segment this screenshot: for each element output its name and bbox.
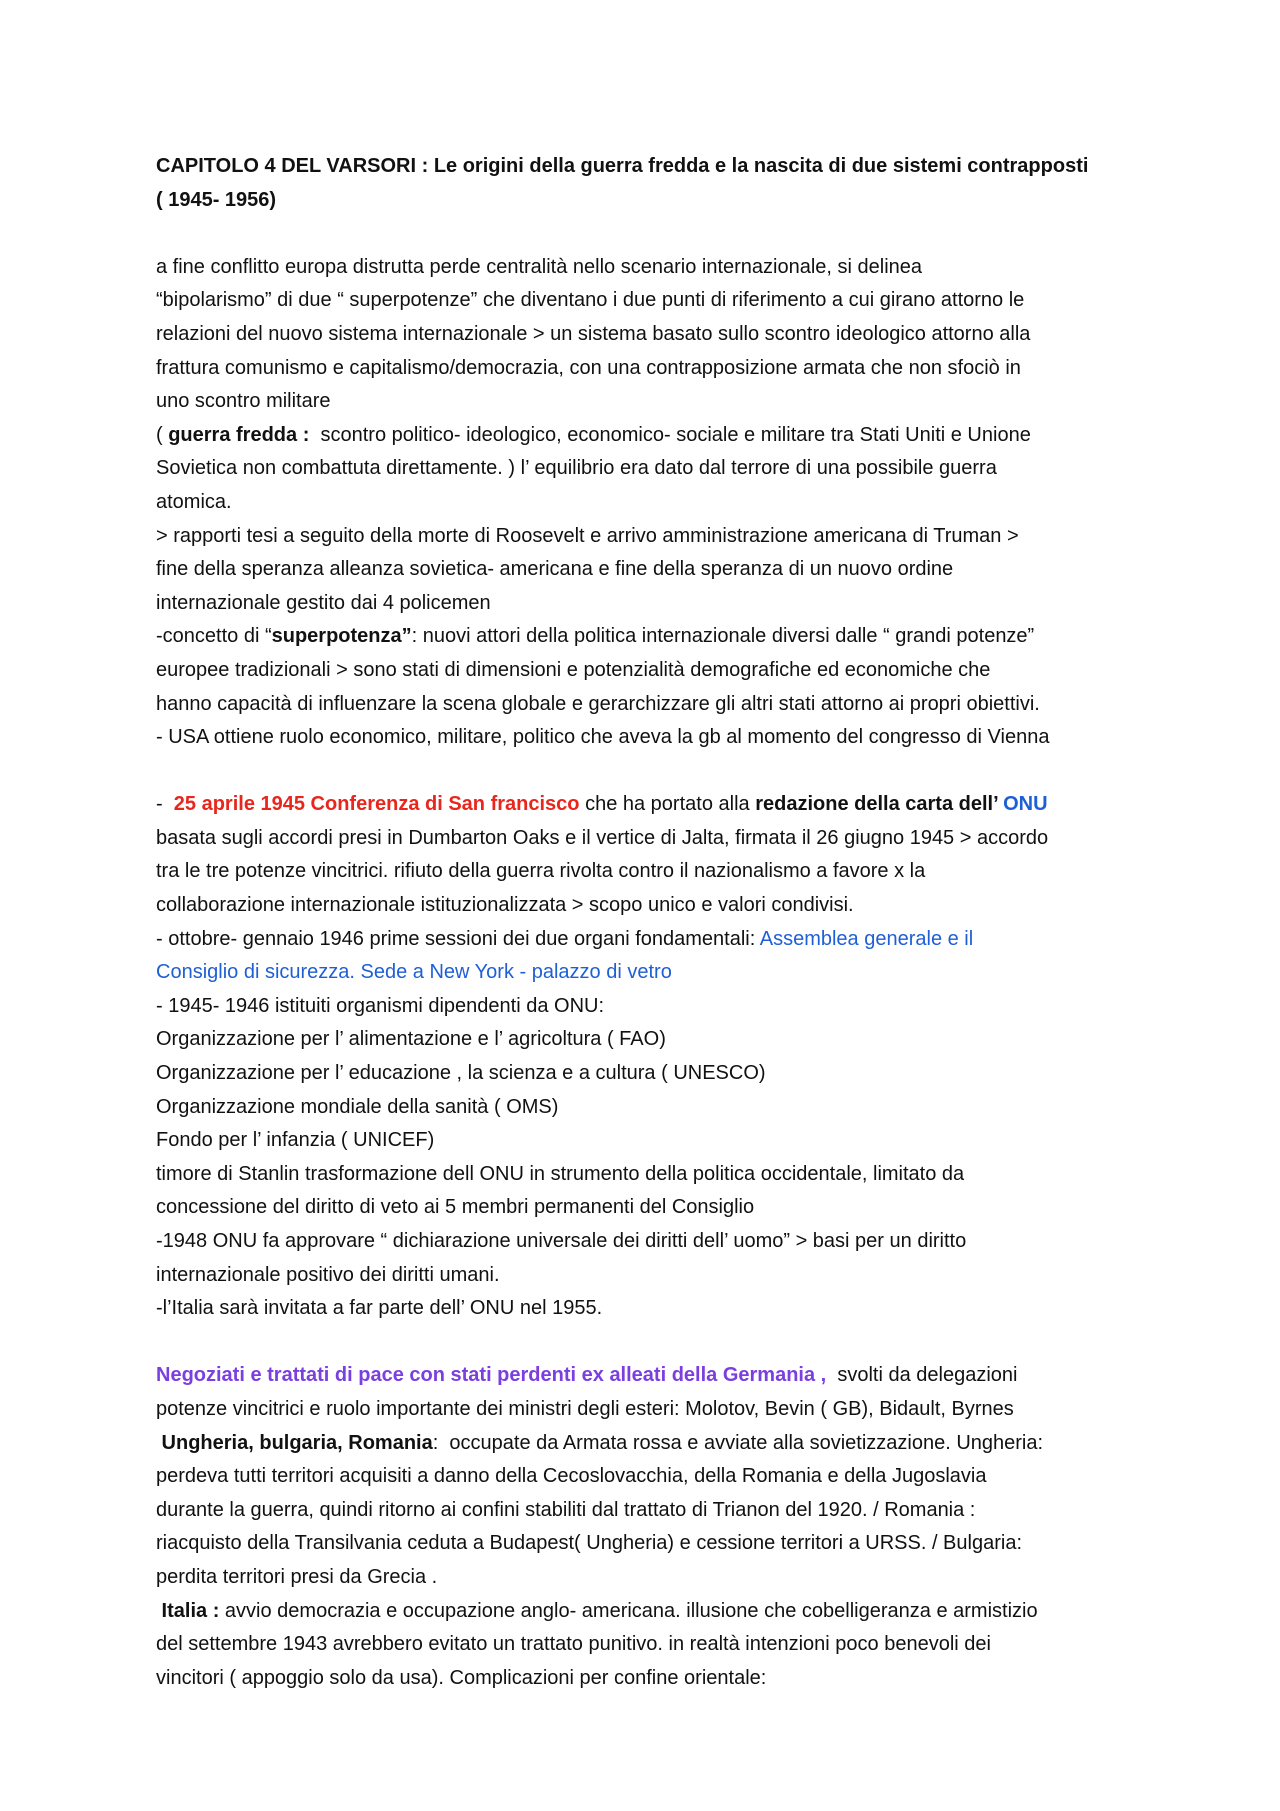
paragraph-line: frattura comunismo e capitalismo/democrazia, con una contrapposizione armata che non sfociò in — [156, 356, 1021, 379]
paragraph-line: - USA ottiene ruolo economico, militare, politico che aveva la gb al momento del congresso di Vienna — [156, 726, 1050, 749]
italia-term: Italia : — [156, 1599, 220, 1622]
paragraph-line: basata sugli accordi presi in Dumbarton Oaks e il vertice di Jalta, firmata il 26 giugno 1945 > accordo — [156, 826, 1049, 849]
text-span: : nuovi attori della politica internazionale diversi dalle “ grandi potenze” — [411, 625, 1035, 648]
ungheria-term: Ungheria, bulgaria, Romania — [156, 1431, 433, 1454]
text-span: - ottobre- gennaio 1946 prime sessioni dei due organi fondamentali: — [156, 927, 760, 950]
document-body — [156, 150, 1136, 1695]
san-francisco-line — [156, 788, 1136, 822]
text-span: : occupate da Armata rossa e avviate alla sovietizzazione. Ungheria: — [432, 1431, 1044, 1454]
superpotenza-line — [156, 620, 1136, 654]
paragraph-line: perdita territori presi da Grecia . — [156, 1565, 438, 1588]
spacer — [156, 755, 1136, 789]
consiglio-highlight: Consiglio di sicurezza. Sede a New York - palazzo di vetro — [156, 961, 672, 984]
text-span: che ha portato alla — [579, 793, 756, 816]
text-span: svolti da delegazioni — [826, 1364, 1018, 1387]
text-span: ( — [156, 423, 169, 446]
paragraph-line: hanno capacità di influenzare la scena globale e gerarchizzare gli altri stati attorno ai propri obiettivi. — [156, 692, 1040, 715]
paragraph-line: fine della speranza alleanza sovietica- americana e fine della speranza di un nuovo ordine — [156, 558, 954, 581]
text-span: -concetto di “ — [156, 625, 272, 648]
paragraph-line: riacquisto della Transilvania ceduta a Budapest( Ungheria) e cessione territori a URSS. / Bulgaria: — [156, 1532, 1022, 1555]
paragraph-line: internazionale positivo dei diritti umani. — [156, 1263, 500, 1286]
paragraph-line: uno scontro militare — [156, 390, 331, 413]
text-span: scontro politico- ideologico, economico- sociale e militare tra Stati Uniti e Unione — [314, 423, 1031, 446]
list-item: Organizzazione per l’ educazione , la scienza e a cultura ( UNESCO) — [156, 1062, 766, 1085]
guerra-fredda-term: guerra fredda : — [168, 423, 315, 446]
paragraph-line: a fine conflitto europa distrutta perde centralità nello scenario internazionale, si delinea — [156, 255, 923, 278]
spacer — [156, 1326, 1136, 1360]
paragraph-line: atomica. — [156, 490, 232, 513]
text-span: avvio democrazia e occupazione anglo- americana. illusione che cobelligeranza e armistizio — [219, 1599, 1038, 1622]
list-item: Organizzazione mondiale della sanità ( OMS) — [156, 1095, 559, 1118]
list-item: Fondo per l’ infanzia ( UNICEF) — [156, 1129, 435, 1152]
paragraph-line: > rapporti tesi a seguito della morte di Roosevelt e arrivo amministrazione americana di Truman > — [156, 524, 1019, 547]
spacer — [156, 217, 1136, 251]
paragraph-line: - 1945- 1946 istituiti organismi dipendenti da ONU: — [156, 994, 605, 1017]
paragraph-line: europee tradizionali > sono stati di dimensioni e potenzialità demografiche ed economiche che — [156, 658, 991, 681]
ungheria-line — [156, 1427, 1136, 1461]
paragraph-line: Sovietica non combattuta direttamente. ) l’ equilibrio era dato dal terrore di una possibile guerra — [156, 457, 997, 480]
san-francisco-highlight: 25 aprile 1945 Conferenza di San francisco — [173, 793, 580, 816]
assemblea-highlight: Assemblea generale e il — [759, 927, 974, 950]
paragraph-line: -1948 ONU fa approvare “ dichiarazione universale dei diritti dell’ uomo” > basi per un diritto — [156, 1230, 967, 1252]
chapter-title-line-1: CAPITOLO 4 DEL VARSORI : Le origini della guerra fredda e la nascita di due sistemi contrapposti — [156, 155, 1089, 177]
paragraph-line: timore di Stanlin trasformazione dell ONU in strumento della politica occidentale, limitato da — [156, 1162, 965, 1185]
chapter-title-line-2: ( 1945- 1956) — [156, 188, 277, 211]
carta-onu-term: redazione della carta dell’ — [755, 793, 1004, 816]
paragraph-line: concessione del diritto di veto ai 5 membri permanenti del Consiglio — [156, 1196, 755, 1219]
paragraph-line: collaborazione internazionale istituzionalizzata > scopo unico e valori condivisi. — [156, 894, 854, 917]
guerra-fredda-line — [156, 419, 1136, 453]
paragraph-line: perdeva tutti territori acquisiti a danno della Cecoslovacchia, della Romania e della Jugoslavia — [156, 1465, 987, 1488]
paragraph-line: -l’Italia sarà invitata a far parte dell’ ONU nel 1955. — [156, 1297, 603, 1320]
text-span: - — [156, 793, 174, 816]
negoziati-line — [156, 1359, 1136, 1393]
paragraph-line: vincitori ( appoggio solo da usa). Complicazioni per confine orientale: — [156, 1666, 767, 1689]
organi-line — [156, 923, 1136, 957]
onu-highlight: ONU — [1003, 793, 1048, 816]
superpotenza-term: superpotenza” — [271, 625, 412, 648]
paragraph-line: del settembre 1943 avrebbero evitato un trattato punitivo. in realtà intenzioni poco benevoli dei — [156, 1633, 991, 1656]
negoziati-heading: Negoziati e trattati di pace con stati perdenti ex alleati della Germania , — [156, 1364, 827, 1387]
list-item: Organizzazione per l’ alimentazione e l’ agricoltura ( FAO) — [156, 1028, 666, 1051]
paragraph-line: “bipolarismo” di due “ superpotenze” che diventano i due punti di riferimento a cui girano attorno le — [156, 289, 1025, 312]
paragraph-line: potenze vincitrici e ruolo importante dei ministri degli esteri: Molotov, Bevin ( GB), Bidault, Byrnes — [156, 1397, 1014, 1420]
paragraph-line: relazioni del nuovo sistema internazionale > un sistema basato sullo scontro ideologico attorno alla — [156, 322, 1031, 345]
paragraph-line: durante la guerra, quindi ritorno ai confini stabiliti dal trattato di Trianon del 1920. / Romania : — [156, 1498, 976, 1521]
italia-line — [156, 1595, 1136, 1629]
paragraph-line: tra le tre potenze vincitrici. rifiuto della guerra rivolta contro il nazionalismo a favore x la — [156, 860, 926, 883]
paragraph-line: internazionale gestito dai 4 policemen — [156, 591, 491, 614]
